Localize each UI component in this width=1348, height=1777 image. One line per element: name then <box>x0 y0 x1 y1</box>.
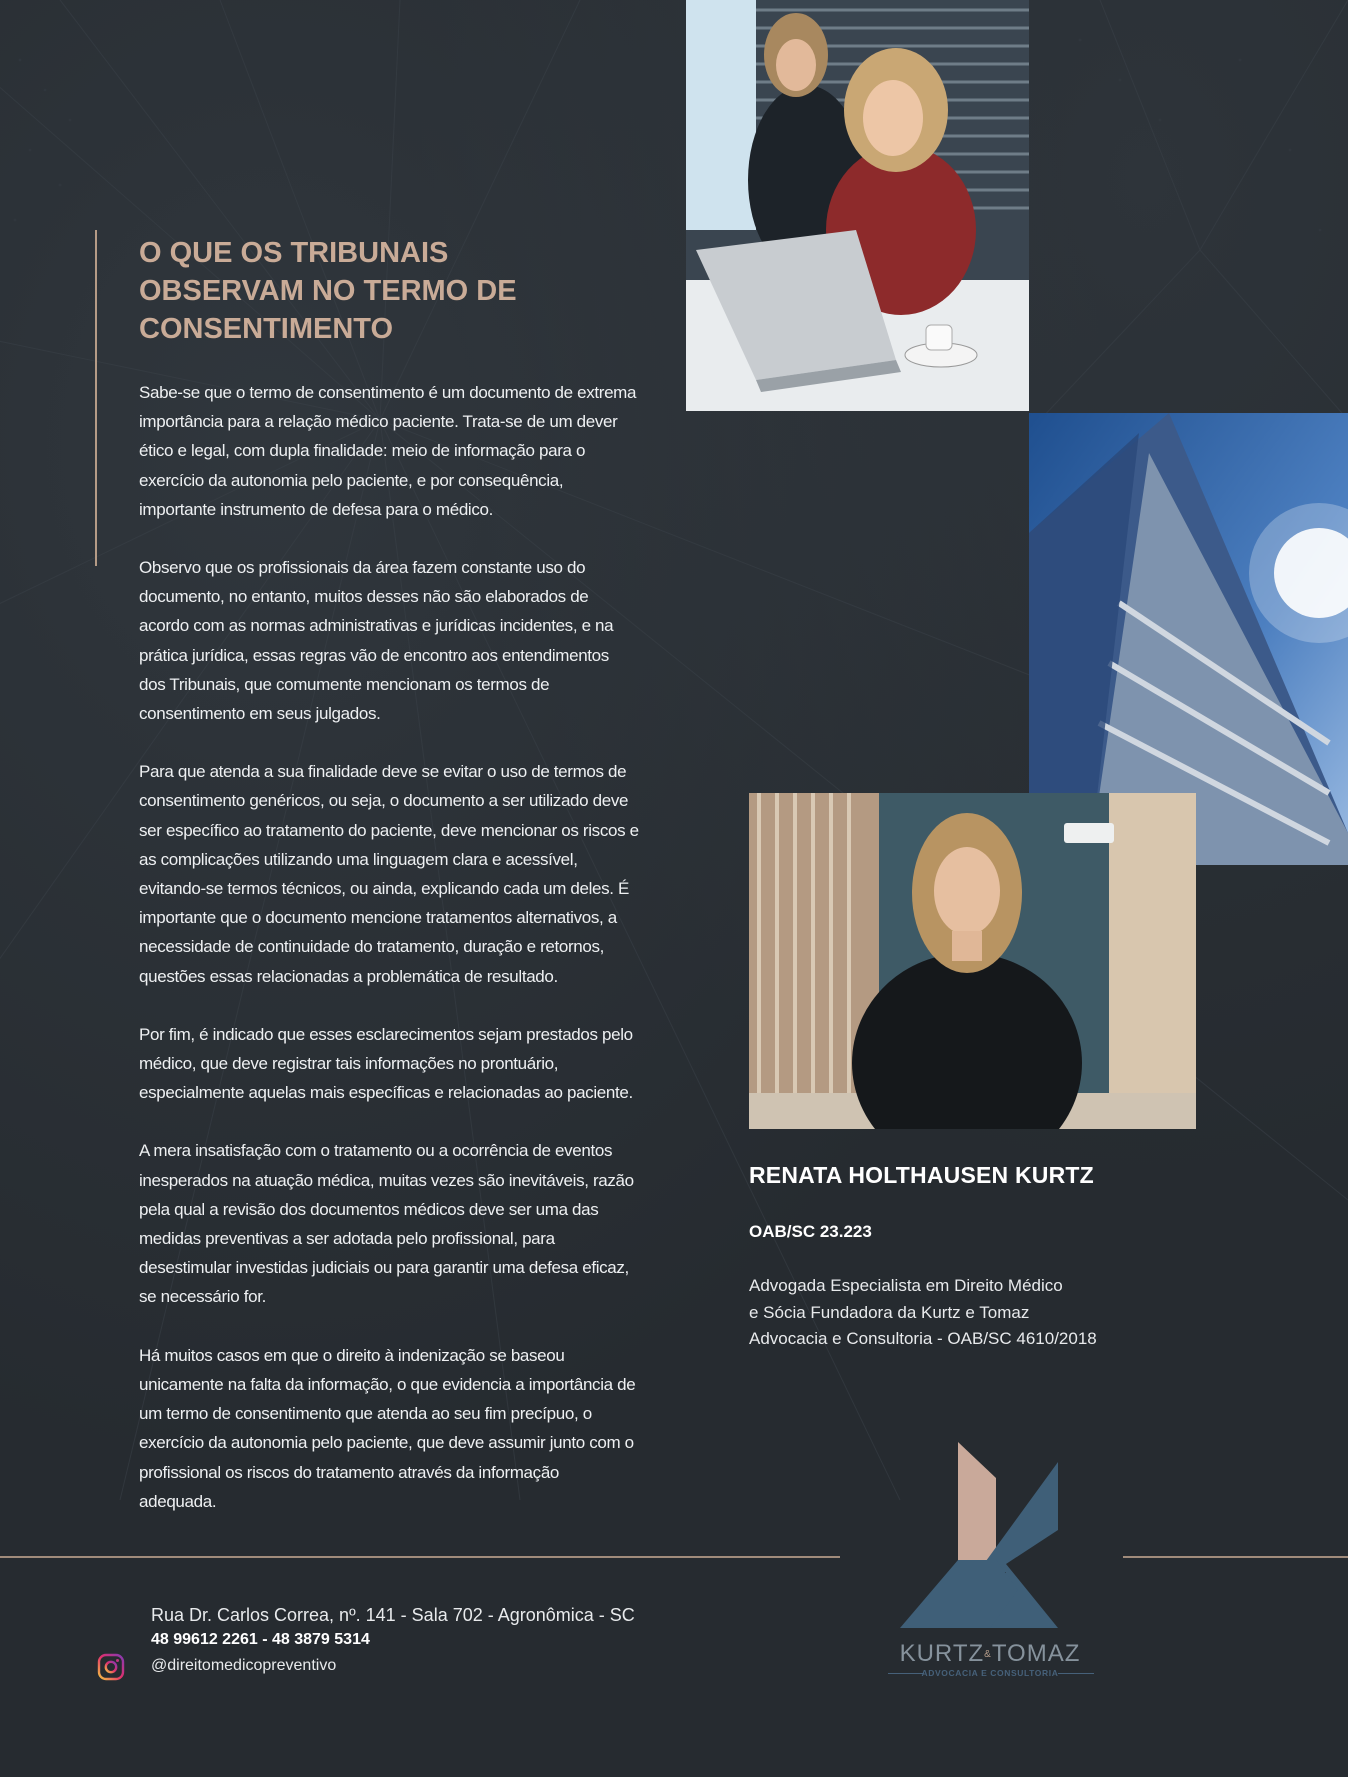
article-paragraph: Sabe-se que o termo de consentimento é um documento de extrema importância para a relação médico paciente. Trata-se de um dever ético e legal, com dupla finalidade: meio de informação para o exercício da autonomia pelo paciente, e por consequência, importante instrumento de defesa para o médico. <box>139 383 637 519</box>
logo-name-left: KURTZ <box>899 1640 985 1667</box>
article-paragraph: Para que atenda a sua finalidade deve se evitar o uso de termos de consentimento genéricos, ou seja, o documento a ser utilizado deve ser específico ao tratamento do paciente, deve mencionar os riscos e as complicações utilizando uma linguagem clara e acessível, evitando-se termos técnicos, ou ainda, explicando cada um deles. É importante que o documento mencione tratamentos alternativos, a necessidade de continuidade do tratamento, duração e retornos, questões essas relacionadas a problemática de resultado. <box>139 762 639 986</box>
photo-women-at-laptop <box>686 0 1029 411</box>
article-paragraph: A mera insatisfação com o tratamento ou a ocorrência de eventos inesperados na atuação médica, muitas vezes são inevitáveis, razão pela qual a revisão dos documentos médicos deve ser uma das medidas preventivas a ser adotada pelo profissional, para desestimular investidas judiciais ou para garantir uma defesa eficaz, se necessário for. <box>139 1141 634 1307</box>
article-paragraph: Há muitos casos em que o direito à indenização se baseou unicamente na falta da informação, o que evidencia a importância de um termo de consentimento que atenda ao seu fim precípuo, o exercício da autonomia pelo paciente, que deve assumir junto com o profissional os riscos do tratamento através da informação adequada. <box>139 1345 636 1511</box>
logo-wordmark <box>883 1640 1097 1668</box>
title-accent-bar <box>95 230 97 566</box>
logo-subtitle: ADVOCACIA E CONSULTORIA <box>921 1668 1059 1678</box>
footer-phone-numbers: 48 99612 2261 - 48 3879 5314 <box>151 1631 370 1648</box>
logo-subtitle-rule-right <box>1058 1673 1094 1674</box>
article-title-line: OBSERVAM NO TERMO DE <box>139 275 517 307</box>
author-bio-line: Advogada Especialista em Direito Médico <box>749 1276 1063 1295</box>
author-oab-number: OAB/SC 23.223 <box>749 1222 872 1241</box>
article-title-line: CONSENTIMENTO <box>139 313 394 345</box>
photo-author-portrait <box>749 793 1196 1129</box>
article-title <box>139 234 609 348</box>
author-bio-line: e Sócia Fundadora da Kurtz e Tomaz <box>749 1302 1030 1322</box>
author-bio-line: Advocacia e Consultoria - OAB/SC 4610/2018 <box>749 1329 1097 1348</box>
footer-address: Rua Dr. Carlos Correa, nº. 141 - Sala 702 - Agronômica - SC <box>151 1605 635 1625</box>
author-bio <box>749 1273 1149 1353</box>
footer-instagram-handle[interactable]: @direitomedicopreventivo <box>151 1657 337 1674</box>
article-title-line: O QUE OS TRIBUNAIS <box>139 237 449 269</box>
logo-ampersand: & <box>984 1649 992 1661</box>
author-name: RENATA HOLTHAUSEN KURTZ <box>749 1162 1094 1188</box>
footer-divider-right <box>1123 1556 1348 1558</box>
article-paragraph: Por fim, é indicado que esses esclarecimentos sejam prestados pelo médico, que deve registrar tais informações no prontuário, especialmente aquelas mais específicas e relacionadas ao paciente. <box>139 1024 633 1103</box>
footer-divider-left <box>0 1556 840 1558</box>
article-body <box>139 378 639 1545</box>
logo-name-right: TOMAZ <box>991 1640 1081 1667</box>
instagram-icon[interactable] <box>97 1653 125 1681</box>
article-paragraph: Observo que os profissionais da área fazem constante uso do documento, no entanto, muitos desses não são elaborados de acordo com as normas administrativas e jurídicas incidentes, e na prática jurídica, essas regras vão de encontro aos entendimentos dos Tribunais, que comumente mencionam os termos de consentimento em seus julgados. <box>139 558 614 724</box>
